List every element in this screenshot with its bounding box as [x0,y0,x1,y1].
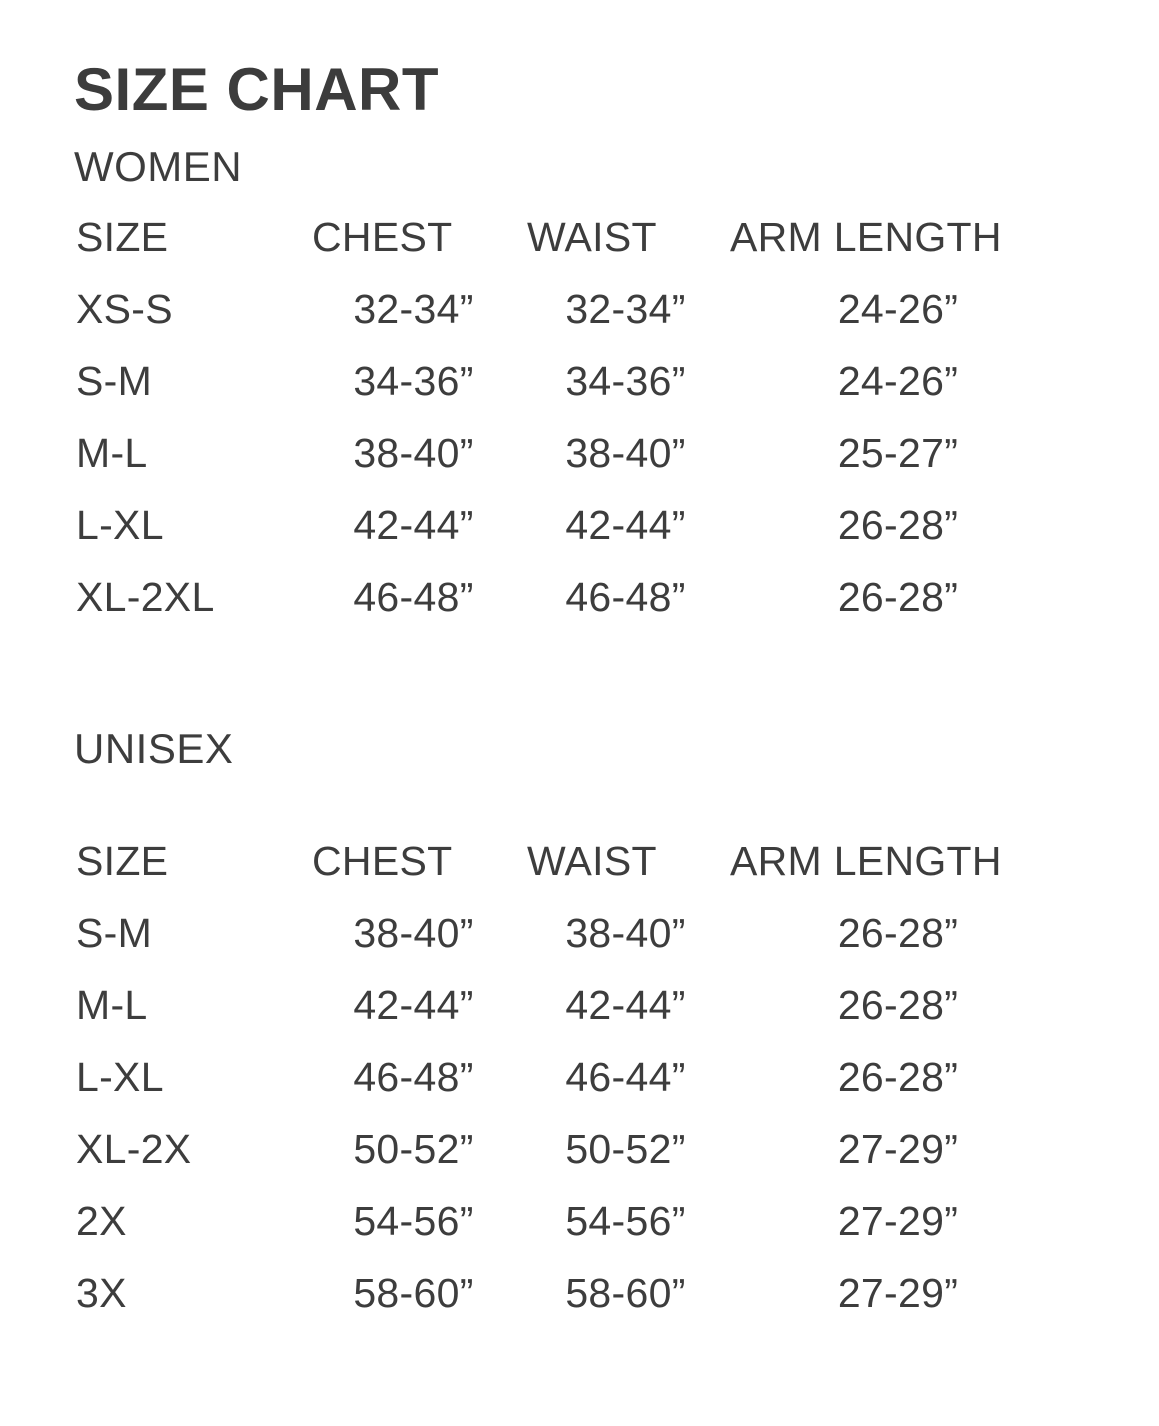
cell-size: XL-2X [76,1126,192,1173]
cell-size: L-XL [76,1054,164,1101]
section-unisex [74,725,1089,1329]
cell-arm-length: 26-28” [837,501,959,548]
cell-chest: 38-40” [353,910,474,957]
cell-waist: 46-44” [565,1054,686,1101]
cell-size: 3X [76,1270,127,1317]
cell-size: L-XL [76,501,164,548]
cell-size: S-M [76,357,153,404]
column-header-waist: WAIST [527,838,657,885]
cell-waist: 38-40” [565,910,686,957]
cell-waist: 58-60” [565,1270,686,1317]
section-label-women: WOMEN [74,143,243,190]
label-spacer [74,784,1089,826]
size-table-unisex [74,826,1056,1330]
table-row [74,1258,1056,1330]
cell-waist: 54-56” [565,1198,686,1245]
cell-chest: 34-36” [353,357,474,404]
cell-waist: 50-52” [565,1126,686,1173]
column-header-arm-length: ARM LENGTH [730,213,1002,260]
table-row [74,561,1056,633]
cell-waist: 38-40” [565,429,686,476]
cell-chest: 42-44” [353,982,474,1029]
cell-chest: 42-44” [353,501,474,548]
cell-arm-length: 27-29” [837,1198,959,1245]
cell-waist: 42-44” [565,982,686,1029]
column-header-chest: CHEST [312,838,453,885]
cell-chest: 32-34” [353,285,474,332]
cell-waist: 42-44” [565,501,686,548]
cell-size: S-M [76,910,153,957]
cell-size: M-L [76,429,148,476]
cell-waist: 32-34” [565,285,686,332]
cell-arm-length: 27-29” [837,1270,959,1317]
cell-arm-length: 24-26” [837,357,959,404]
column-header-arm-length: ARM LENGTH [730,838,1002,885]
column-header-size: SIZE [76,213,169,260]
column-header-waist: WAIST [527,213,657,260]
cell-arm-length: 26-28” [837,573,959,620]
cell-chest: 46-48” [353,573,474,620]
table-row [74,489,1056,561]
table-row [74,345,1056,417]
table-row [74,1186,1056,1258]
table-header-row [74,201,1056,273]
cell-waist: 34-36” [565,357,686,404]
cell-chest: 54-56” [353,1198,474,1245]
cell-arm-length: 26-28” [837,982,959,1029]
table-row [74,1042,1056,1114]
table-row [74,273,1056,345]
page-title: SIZE CHART [74,56,439,123]
section-label-unisex: UNISEX [74,725,234,773]
cell-arm-length: 25-27” [837,429,959,476]
cell-chest: 46-48” [353,1054,474,1101]
section-women [74,143,1089,633]
cell-size: M-L [76,982,148,1029]
cell-arm-length: 27-29” [837,1126,959,1173]
cell-arm-length: 26-28” [837,910,959,957]
column-header-size: SIZE [76,838,169,885]
cell-chest: 38-40” [353,429,474,476]
table-row [74,417,1056,489]
section-spacer [74,633,1089,725]
cell-chest: 50-52” [353,1126,474,1173]
table-header-row [74,826,1056,898]
table-row [74,1114,1056,1186]
cell-size: XL-2XL [76,573,215,620]
cell-arm-length: 26-28” [837,1054,959,1101]
cell-size: XS-S [76,285,173,332]
column-header-chest: CHEST [312,213,453,260]
cell-waist: 46-48” [565,573,686,620]
cell-chest: 58-60” [353,1270,474,1317]
size-table-women [74,201,1056,633]
table-row [74,898,1056,970]
table-row [74,970,1056,1042]
cell-size: 2X [76,1198,127,1245]
cell-arm-length: 24-26” [837,285,959,332]
